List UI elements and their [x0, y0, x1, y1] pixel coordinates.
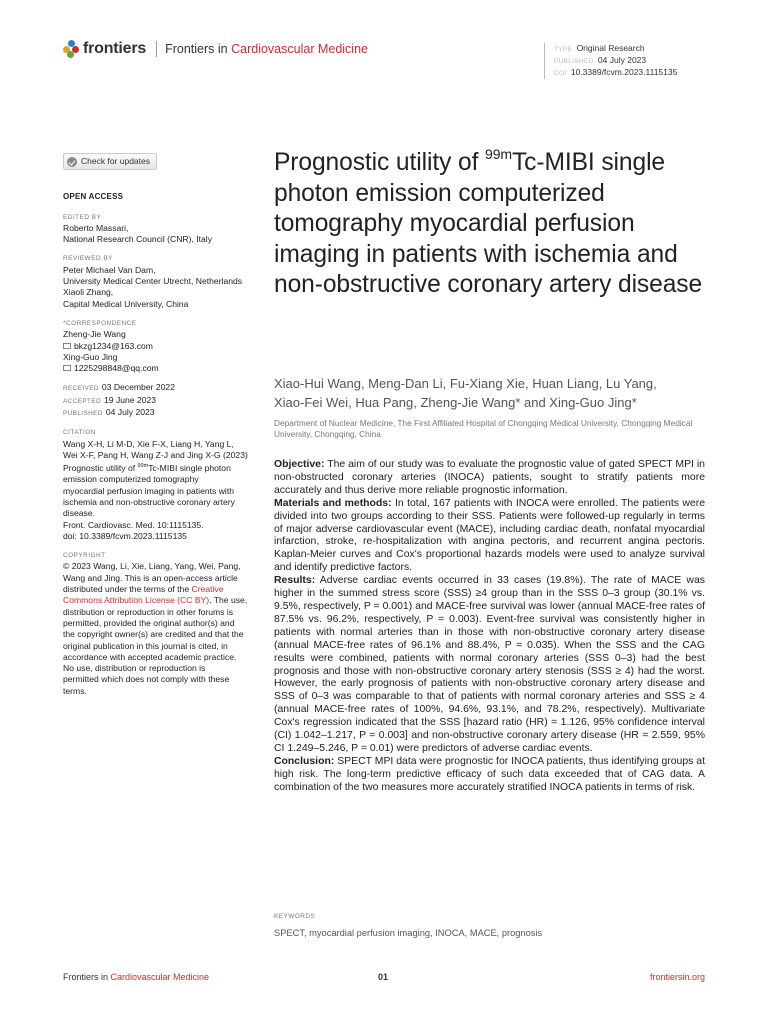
article-meta: TYPE Original Research PUBLISHED 04 July 2023 DOI 10.3389/fcvm.2023.1115135	[544, 43, 677, 79]
citation: Wang X-H, Li M-D, Xie F-X, Liang H, Yang L, Wei X-F, Pang H, Wang Z-J and Jing X-G (2023) Prognostic utility of $^{99m}$Tc-MIBI single photon emission computerized tomography myocardial perfusion imaging in patients with ischemia and non-obstructive coronary artery disease. Front. Cardiovasc. Med. 10:1115135. doi: 10.3389/fcvm.2023.1115135	[63, 438, 248, 541]
check-icon	[67, 157, 77, 167]
email-link[interactable]: 1225298848@qq.com	[63, 363, 263, 374]
site-link[interactable]: frontiersin.org	[649, 972, 705, 982]
open-access-label: OPEN ACCESS	[63, 192, 124, 202]
sidebar: Check for updates OPEN ACCESS EDITED BY Roberto Massari, National Research Council (CNR), Italy REVIEWED BY Peter Michael Van Dam, University Medical Center Utrecht, Netherlands Xiaoli Zhang, Capital Medical University, China *CORRESPONDENCE Zheng-Jie Wang bkzg1234@163.com Xing-Guo Jing 1225298848@qq.com RECEIVED 03 December 2022 ACCEPTED 19 June 2023 PUBLISHED 04 July 2023 CITATION Wang X-H, Li M-D, Xie F-X, Liang H, Yang L, Wei X-F, Pang H, Wang Z-J and Jing X-G (2023) Prognostic utility of $^{99m}$Tc-MIBI single photon emission computerized tomography myocardial perfusion imaging in patients with ischemia and non-obstructive coronary artery disease. Front. Cardiovasc. Med. 10:1115135. doi: 10.3389/fcvm.2023.1115135 COPYRIGHT © 2023 Wang, Li, Xie, Liang, Yang, Wei, Pang, Wang and Jing. This is an open-access article distributed under the terms of the Creative Commons Attribution License (CC BY). The use, distribution or reproduction in other forums is permitted, provided the original author(s) and the copyright owner(s) are credited and that the original publication in this journal is cited, in accordance with accepted academic practice. No use, distribution or reproduction is permitted which does not comply with these terms.	[63, 153, 263, 697]
keywords-label: KEYWORDS	[274, 913, 316, 920]
doi-link[interactable]: 10.3389/fcvm.2023.1115135	[570, 67, 678, 77]
affiliation: Department of Nuclear Medicine, The First Affiliated Hospital of Chongqing Medical University, Chongqing Medical University, Chongqing, China	[274, 418, 693, 439]
email-link[interactable]: bkzg1234@163.com	[63, 341, 263, 352]
cc-license-link[interactable]: Creative	[191, 584, 224, 595]
frontiers-logo-text: frontiers	[83, 40, 147, 57]
abstract: Objective: The aim of our study was to evaluate the prognostic value of gated SPECT MPI in non-obstructed coronary arteries (INOCA) patients, sought to stratify patients more accurately and thus derive more reliable prognostic information. Materials and methods: In total, 167 patients with INOCA were enrolled. The patients were divided into two groups according to their SSS. Patients were followed-up regularly in terms of major adverse cardiovascular event (MACE), including cardiac death, nonfatal myocardial infarction, stroke, re-hospitalization with angina pectoris, and recurrent angina pectoris. Kaplan-Meier curves and Cox's proportional hazards models were used to analyze survival and identify predictive factors. Results: Adverse cardiac events occurred in 33 cases (19.8%). The rate of MACE was higher in the summed stress score (SSS) ≥4 group than in the SSS 0–3 group (30.1% vs. 9.5%, respectively, P = 0.001) and MACE-free survival was lower (annual MACE-free rates of 87.5% vs. 96.2%, respectively, P = 0.003). Event-free survival was consistently higher in patients with normal arteries than in those with non-obstructive coronary artery disease (annual MACE-free rates of 96.1% and 88.4%, P = 0.035). When the SSS and the CAG results were combined, patients with normal coronary arteries (SSS 0–3) had the best prognosis and those with non-obstructive coronary artery stenosis (SSS ≥ 4) had the worst. However, the early prognosis of patients with non-obstructive coronary artery disease and SSS of 0–3 was comparable to that of patients with normal coronary arteries and SSS ≥ 4 (annual MACE-free rates of 100%, 94.6%, 93.1%, and 78.2%, respectively). Multivariate Cox's regression indicated that the SSS [hazard ratio (HR) = 1.126, 95% confidence interval (CI) 1.042–1.217, P = 0.003] and non-obstructive coronary artery disease (HR = 2.559, 95% CI 1.249–5.246, P = 0.01) were predictors of adverse cardiac events. Conclusion: SPECT MPI data were prognostic for INOCA patients, thus identifying groups at high risk. The long-term predictive efficacy of such data exceeded that of CAG data. A combination of the two measures more accurately stratified INOCA patients in terms of risk.	[274, 459, 706, 793]
article-dates: RECEIVED 03 December 2022 ACCEPTED 19 June 2023 PUBLISHED 04 July 2023	[63, 382, 175, 418]
footer-journal: Frontiers in Cardiovascular Medicine	[63, 972, 210, 982]
journal-header	[63, 40, 368, 58]
cc-license-link[interactable]: Commons Attribution License (CC BY)	[63, 595, 210, 606]
frontiers-logo-icon	[63, 40, 79, 58]
article-title: Prognostic utility of $^{99m}$Tc-MIBI single photon emission computerized tomography myocardial perfusion imaging in patients with ischemia and non-obstructive coronary artery disease	[274, 146, 703, 299]
keywords: SPECT, myocardial perfusion imaging, INOCA, MACE, prognosis	[274, 928, 543, 938]
author-list: Xiao-Hui Wang, Meng-Dan Li, Fu-Xiang Xie, Huan Liang, Lu Yang, Xiao-Fei Wei, Hua Pang, Zheng-Jie Wang* and Xing-Guo Jing*	[274, 376, 657, 410]
check-updates-button[interactable]: Check for updates	[63, 153, 157, 170]
mail-icon	[63, 343, 71, 349]
page-number: 01	[378, 972, 389, 982]
mail-icon	[63, 365, 71, 371]
copyright: © 2023 Wang, Li, Xie, Liang, Yang, Wei, Pang, Wang and Jing. This is an open-access article distributed under the terms of the Creative Commons Attribution License (CC BY). The use, distribution or reproduction in other forums is permitted, provided the original author(s) and the copyright owner(s) are credited and that the original publication in this journal is cited, in accordance with accepted academic practice. No use, distribution or reproduction is permitted which does not comply with these terms.	[63, 561, 248, 696]
journal-title[interactable]: Frontiers in Cardiovascular Medicine	[165, 42, 368, 56]
